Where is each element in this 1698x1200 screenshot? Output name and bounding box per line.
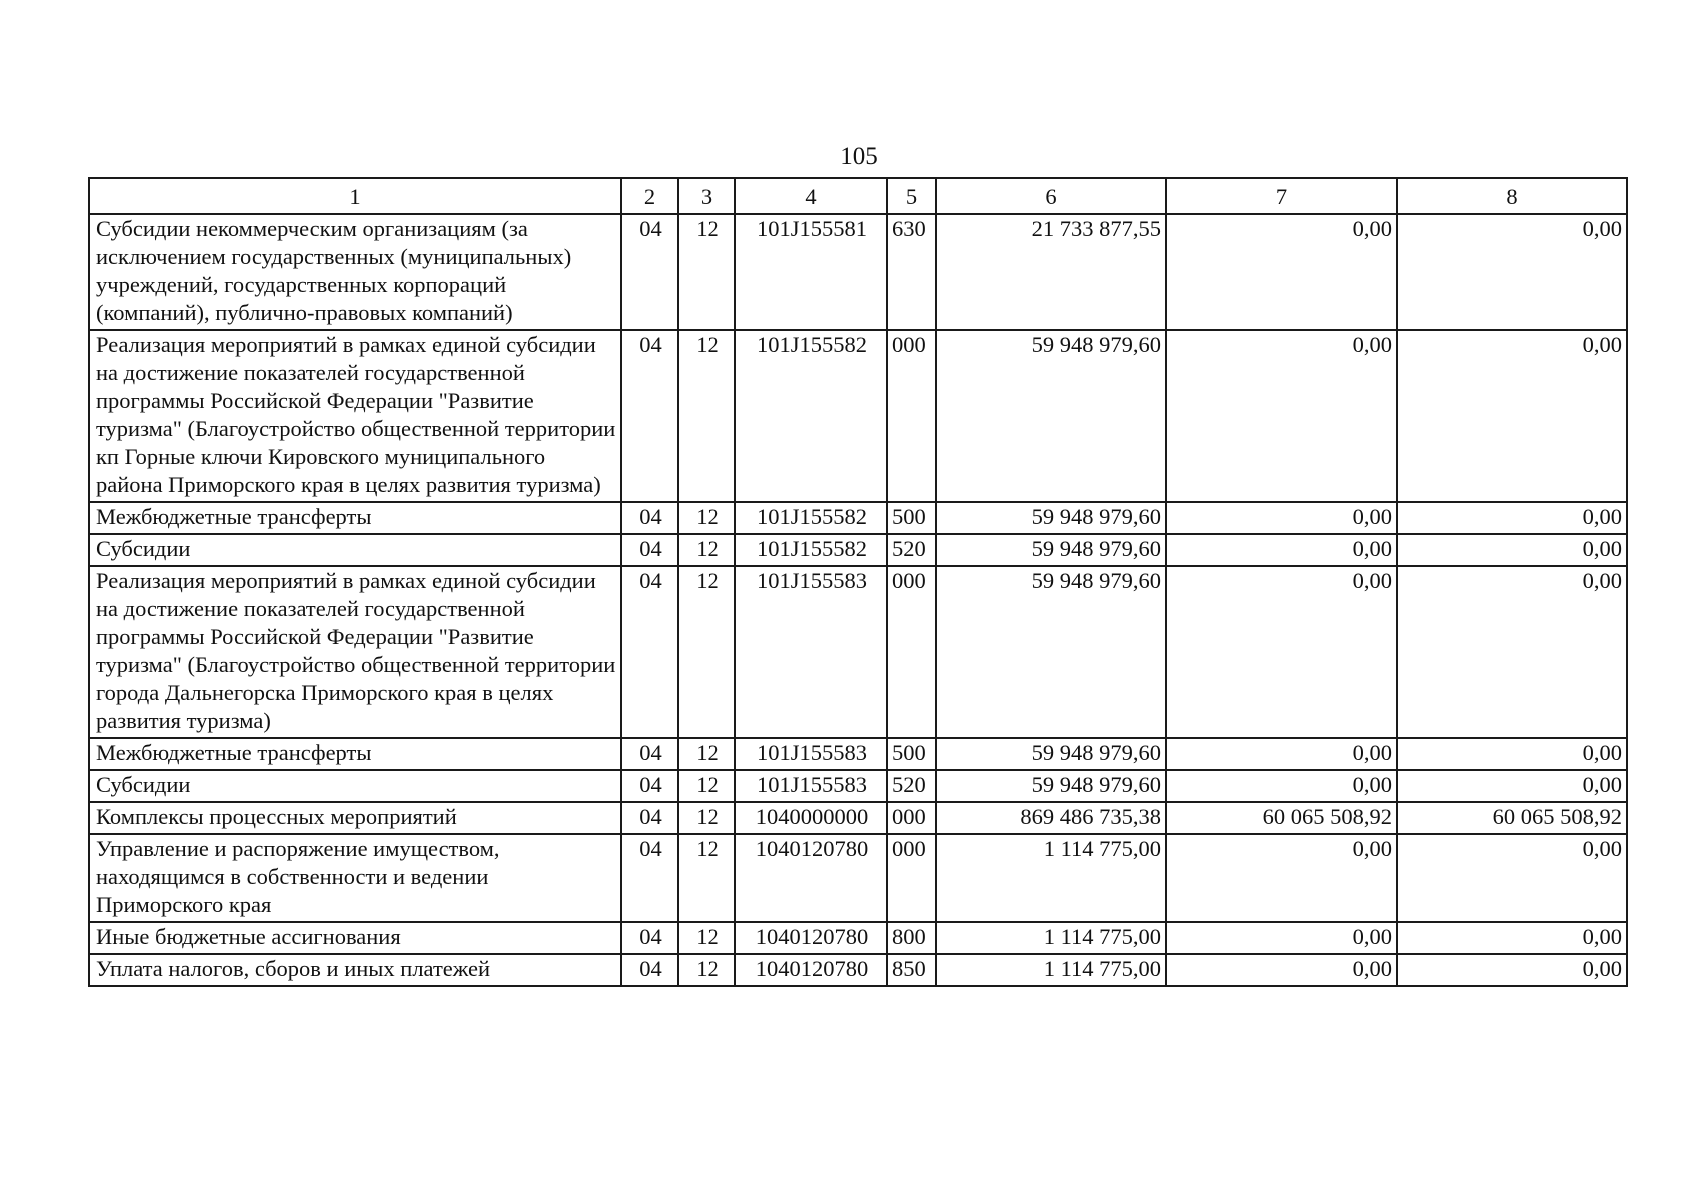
table-row	[89, 770, 1627, 802]
target-code: 101J155582	[735, 502, 887, 534]
amount-col7: 0,00	[1166, 738, 1397, 770]
table-row	[89, 922, 1627, 954]
amount-col7: 0,00	[1166, 770, 1397, 802]
subsection-code: 12	[678, 534, 735, 566]
amount-col6: 1 114 775,00	[936, 954, 1166, 986]
amount-col7: 0,00	[1166, 330, 1397, 502]
target-code: 101J155583	[735, 770, 887, 802]
amount-col6: 869 486 735,38	[936, 802, 1166, 834]
header-row	[89, 178, 1627, 214]
row-name: Межбюджетные трансферты	[89, 738, 621, 770]
column-header: 4	[735, 178, 887, 214]
amount-col7: 0,00	[1166, 214, 1397, 330]
expense-type-code: 520	[887, 770, 936, 802]
section-code: 04	[621, 802, 678, 834]
amount-col8: 0,00	[1397, 922, 1627, 954]
section-code: 04	[621, 534, 678, 566]
amount-col7: 0,00	[1166, 566, 1397, 738]
target-code: 101J155583	[735, 566, 887, 738]
section-code: 04	[621, 566, 678, 738]
target-code: 1040120780	[735, 922, 887, 954]
section-code: 04	[621, 502, 678, 534]
table-row	[89, 738, 1627, 770]
section-code: 04	[621, 922, 678, 954]
section-code: 04	[621, 770, 678, 802]
column-header: 7	[1166, 178, 1397, 214]
amount-col6: 59 948 979,60	[936, 738, 1166, 770]
amount-col8: 0,00	[1397, 770, 1627, 802]
table-row	[89, 566, 1627, 738]
target-code: 101J155581	[735, 214, 887, 330]
column-header: 1	[89, 178, 621, 214]
expense-type-code: 520	[887, 534, 936, 566]
amount-col8: 60 065 508,92	[1397, 802, 1627, 834]
expense-type-code: 800	[887, 922, 936, 954]
subsection-code: 12	[678, 802, 735, 834]
row-name: Комплексы процессных мероприятий	[89, 802, 621, 834]
budget-table	[88, 177, 1628, 987]
amount-col8: 0,00	[1397, 330, 1627, 502]
table-row	[89, 954, 1627, 986]
amount-col7: 0,00	[1166, 502, 1397, 534]
amount-col6: 59 948 979,60	[936, 502, 1166, 534]
target-code: 101J155583	[735, 738, 887, 770]
amount-col8: 0,00	[1397, 834, 1627, 922]
amount-col7: 0,00	[1166, 534, 1397, 566]
page-number: 105	[840, 143, 878, 170]
expense-type-code: 000	[887, 566, 936, 738]
subsection-code: 12	[678, 770, 735, 802]
amount-col8: 0,00	[1397, 954, 1627, 986]
subsection-code: 12	[678, 954, 735, 986]
subsection-code: 12	[678, 502, 735, 534]
subsection-code: 12	[678, 214, 735, 330]
table-row	[89, 534, 1627, 566]
amount-col6: 21 733 877,55	[936, 214, 1166, 330]
row-name: Субсидии	[89, 770, 621, 802]
row-name: Межбюджетные трансферты	[89, 502, 621, 534]
target-code: 1040120780	[735, 834, 887, 922]
amount-col8: 0,00	[1397, 738, 1627, 770]
amount-col6: 59 948 979,60	[936, 330, 1166, 502]
target-code: 1040120780	[735, 954, 887, 986]
column-header: 5	[887, 178, 936, 214]
target-code: 1040000000	[735, 802, 887, 834]
row-name: Субсидии	[89, 534, 621, 566]
table-row	[89, 834, 1627, 922]
row-name: Уплата налогов, сборов и иных платежей	[89, 954, 621, 986]
expense-type-code: 000	[887, 834, 936, 922]
row-name: Субсидии некоммерческим организациям (за исключением государственных (муниципальных) учреждений, государственных корпораций (компаний), публично-правовых компаний)	[89, 214, 621, 330]
expense-type-code: 500	[887, 502, 936, 534]
expense-type-code: 000	[887, 330, 936, 502]
section-code: 04	[621, 954, 678, 986]
amount-col7: 60 065 508,92	[1166, 802, 1397, 834]
subsection-code: 12	[678, 566, 735, 738]
table-row	[89, 802, 1627, 834]
column-header: 6	[936, 178, 1166, 214]
amount-col6: 59 948 979,60	[936, 534, 1166, 566]
row-name: Реализация мероприятий в рамках единой субсидии на достижение показателей государственной программы Российской Федерации "Развитие туризма" (Благоустройство общественной территории города Дальнегорска Приморского края в целях развития туризма)	[89, 566, 621, 738]
row-name: Реализация мероприятий в рамках единой субсидии на достижение показателей государственной программы Российской Федерации "Развитие туризма" (Благоустройство общественной территории кп Горные ключи Кировского муниципального района Приморского края в целях развития туризма)	[89, 330, 621, 502]
row-name: Иные бюджетные ассигнования	[89, 922, 621, 954]
target-code: 101J155582	[735, 534, 887, 566]
table-row	[89, 330, 1627, 502]
expense-type-code: 630	[887, 214, 936, 330]
target-code: 101J155582	[735, 330, 887, 502]
amount-col8: 0,00	[1397, 502, 1627, 534]
column-header: 2	[621, 178, 678, 214]
subsection-code: 12	[678, 330, 735, 502]
amount-col8: 0,00	[1397, 534, 1627, 566]
amount-col7: 0,00	[1166, 954, 1397, 986]
subsection-code: 12	[678, 834, 735, 922]
amount-col8: 0,00	[1397, 566, 1627, 738]
subsection-code: 12	[678, 922, 735, 954]
amount-col6: 1 114 775,00	[936, 834, 1166, 922]
amount-col8: 0,00	[1397, 214, 1627, 330]
column-header: 3	[678, 178, 735, 214]
table-row	[89, 502, 1627, 534]
expense-type-code: 850	[887, 954, 936, 986]
table-row	[89, 214, 1627, 330]
expense-type-code: 000	[887, 802, 936, 834]
amount-col7: 0,00	[1166, 922, 1397, 954]
amount-col6: 59 948 979,60	[936, 770, 1166, 802]
section-code: 04	[621, 214, 678, 330]
column-header: 8	[1397, 178, 1627, 214]
row-name: Управление и распоряжение имуществом, находящимся в собственности и ведении Приморского края	[89, 834, 621, 922]
amount-col7: 0,00	[1166, 834, 1397, 922]
amount-col6: 59 948 979,60	[936, 566, 1166, 738]
section-code: 04	[621, 834, 678, 922]
amount-col6: 1 114 775,00	[936, 922, 1166, 954]
subsection-code: 12	[678, 738, 735, 770]
expense-type-code: 500	[887, 738, 936, 770]
section-code: 04	[621, 330, 678, 502]
section-code: 04	[621, 738, 678, 770]
